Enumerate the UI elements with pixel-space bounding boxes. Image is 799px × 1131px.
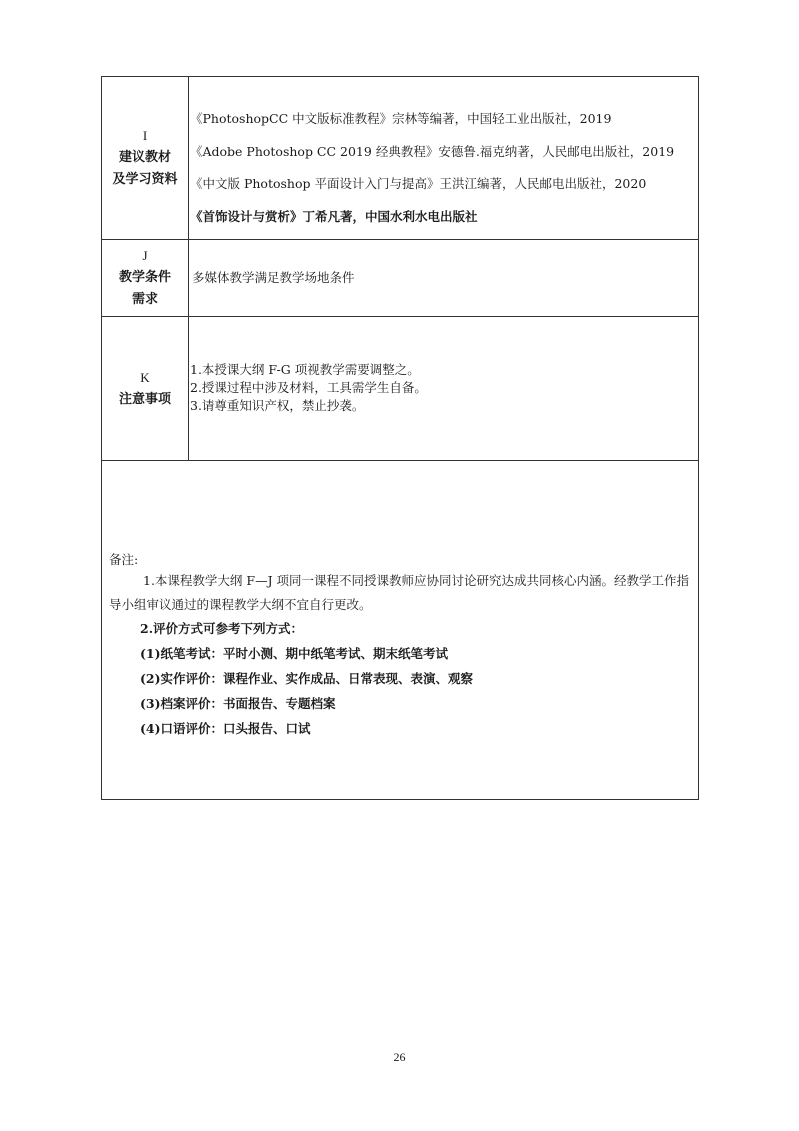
remarks-heading: 2.评价方式可参考下列方式： <box>140 621 304 636</box>
textbook-item: 《中文版 Photoshop 平面设计入门与提高》王洪江编著，人民邮电出版社，2020 <box>190 176 647 191</box>
remarks-paragraph: 1.本课程教学大纲 F—J 项同一课程不同授课教师应协同讨论研究达成共同核心内涵。经教学工作指导小组审议通过的课程教学大纲不宜自行更改。 <box>109 573 690 612</box>
row-textbooks <box>102 77 698 240</box>
textbooks-content <box>190 77 698 239</box>
row-letter: J <box>142 248 148 263</box>
row-label-conditions <box>102 240 189 316</box>
notice-item: 2.授课过程中涉及材料，工具需学生自备。 <box>190 380 427 395</box>
syllabus-table <box>101 76 699 800</box>
row-label-line: 建议教材 <box>118 150 171 165</box>
row-label-line: 注意事项 <box>118 391 171 407</box>
textbook-item: 《首饰设计与赏析》丁希凡著，中国水利水电出版社 <box>190 208 478 224</box>
row-notices <box>102 317 698 461</box>
textbook-item: 《Adobe Photoshop CC 2019 经典教程》安德鲁.福克纳著，人民邮电出版社，2019 <box>190 143 675 159</box>
notices-content <box>190 317 698 460</box>
row-label-textbooks <box>102 77 189 239</box>
evaluation-item: (1)纸笔考试：平时小测、期中纸笔考试、期末纸笔考试 <box>140 646 449 661</box>
conditions-text: 多媒体教学满足教学场地条件 <box>192 270 355 285</box>
conditions-content <box>190 240 698 316</box>
notice-item: 1.本授课大纲 F-G 项视教学需要调整之。 <box>190 362 420 377</box>
row-teaching-conditions <box>102 240 698 317</box>
remarks-section <box>102 461 698 799</box>
row-label-line: 教学条件 <box>118 270 171 285</box>
notice-item: 3.请尊重知识产权，禁止抄袭。 <box>190 398 365 413</box>
evaluation-item: (4)口语评价：口头报告、口试 <box>140 721 311 736</box>
row-letter: K <box>140 369 150 385</box>
row-letter: I <box>142 128 148 143</box>
evaluation-item: (2)实作评价：课程作业、实作成品、日常表现、表演、观察 <box>140 671 474 686</box>
row-label-line: 及学习资料 <box>112 172 178 187</box>
evaluation-item: (3)档案评价：书面报告、专题档案 <box>140 696 336 711</box>
row-label-line: 需求 <box>131 292 158 307</box>
row-label-notices <box>102 317 189 460</box>
textbook-item: 《PhotoshopCC 中文版标准教程》宗林等编著，中国轻工业出版社，2019 <box>190 111 612 126</box>
page-number: 26 <box>393 1050 406 1064</box>
remarks-title: 备注: <box>109 552 139 567</box>
